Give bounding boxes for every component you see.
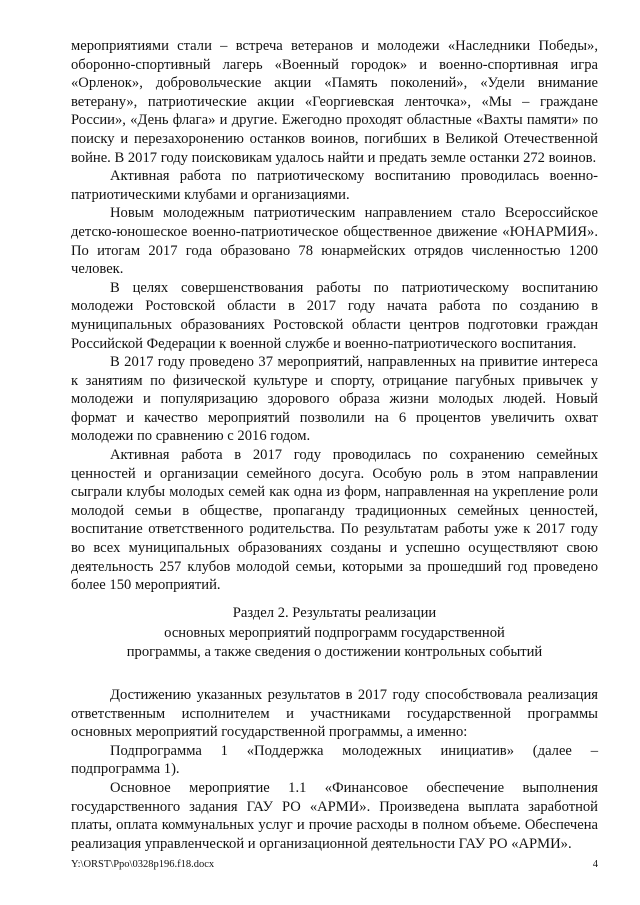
section-heading: [71, 604, 598, 663]
paragraph-events: мероприятиями стали – встреча ветеранов и молодежи «Наследники Победы», оборонно-спортивный лагерь «Военный городок» и военно-спортивная игра «Орленок», добровольческие акции «Память поколений», «Удели внимание ветерану», патриотические акции «Георгиевская ленточка», «Мы – граждане России», «День флага» и другие. Ежегодно проходят областные «Вахты памяти» по поиску и перезахоронению останков воинов, погибших в Великой Отечественной войне. В 2017 году поисковикам удалось найти и предать земле останки 272 воинов.: [71, 38, 598, 166]
section-heading-line-2: основных мероприятий подпрограмм государственной: [164, 624, 505, 641]
paragraph-yunarmiya: Новым молодежным патриотическим направлением стало Всероссийское детско-юношеское военно-патриотическое общественное движение «ЮНАРМИЯ». По итогам 2017 года образовано 78 юнармейских отрядов численностью 1200 человек.: [71, 205, 598, 278]
paragraph-sport-events: В 2017 году проведено 37 мероприятий, направленных на привитие интереса к занятиям по физической культуре и спорту, отрицание пагубных привычек у молодежи и популяризацию здорового образа жизни молодых людей. Новый формат и качество мероприятий позволили на 6 процентов увеличить охват молодежи по сравнению с 2016 годом.: [71, 354, 598, 445]
paragraph-main-activity-1-1: Основное мероприятие 1.1 «Финансовое обеспечение выполнения государственного задания ГАУ РО «АРМИ». Произведена выплата заработной платы, оплата коммунальных услуг и прочие расходы в полном объеме. Обеспечена реализация управленческой и организационной деятельности ГАУ РО «АРМИ».: [71, 779, 598, 852]
body-text-bottom: [71, 686, 598, 853]
body-text-top: [71, 37, 598, 595]
page-number: 4: [592, 859, 598, 870]
section-heading-line-3: программы, а также сведения о достижении контрольных событий: [126, 644, 543, 660]
paragraph-subprogram-1: Подпрограмма 1 «Поддержка молодежных инициатив» (далее – подпрограмма 1).: [71, 742, 598, 778]
section-heading-line-1: Раздел 2. Результаты реализации: [232, 605, 437, 621]
paragraph-results: Достижению указанных результатов в 2017 году способствовала реализация ответственным исполнителем и участниками государственной программы основных мероприятий государственной программы, а именно:: [71, 687, 598, 741]
paragraph-patriotic-clubs: Активная работа по патриотическому воспитанию проводилась военно-патриотическими клубами и организациями.: [71, 168, 598, 203]
file-path: Y:\ORST\Ppo\0328p196.f18.docx: [71, 859, 215, 870]
paragraph-training-centers: В целях совершенствования работы по патриотическому воспитанию молодежи Ростовской области в 2017 году начата работа по созданию в муниципальных образованиях Ростовской области центров подготовки граждан Российской Федерации к военной службе и военно-патриотического воспитания.: [71, 279, 598, 352]
paragraph-family-values: Активная работа в 2017 году проводилась по сохранению семейных ценностей и организации семейного досуга. Особую роль в этом направлении сыграли клубы молодых семей как одна из форм, направленная на укрепление роли молодой семьи в обществе, пропаганду традиционных семейных ценностей, воспитание ответственного родительства. По результатам работы уже к 2017 году во всех муниципальных образованиях созданы и успешно осуществляют свою деятельность 257 клубов молодой семьи, которыми за прошедший год проведено более 150 мероприятий.: [71, 447, 598, 594]
